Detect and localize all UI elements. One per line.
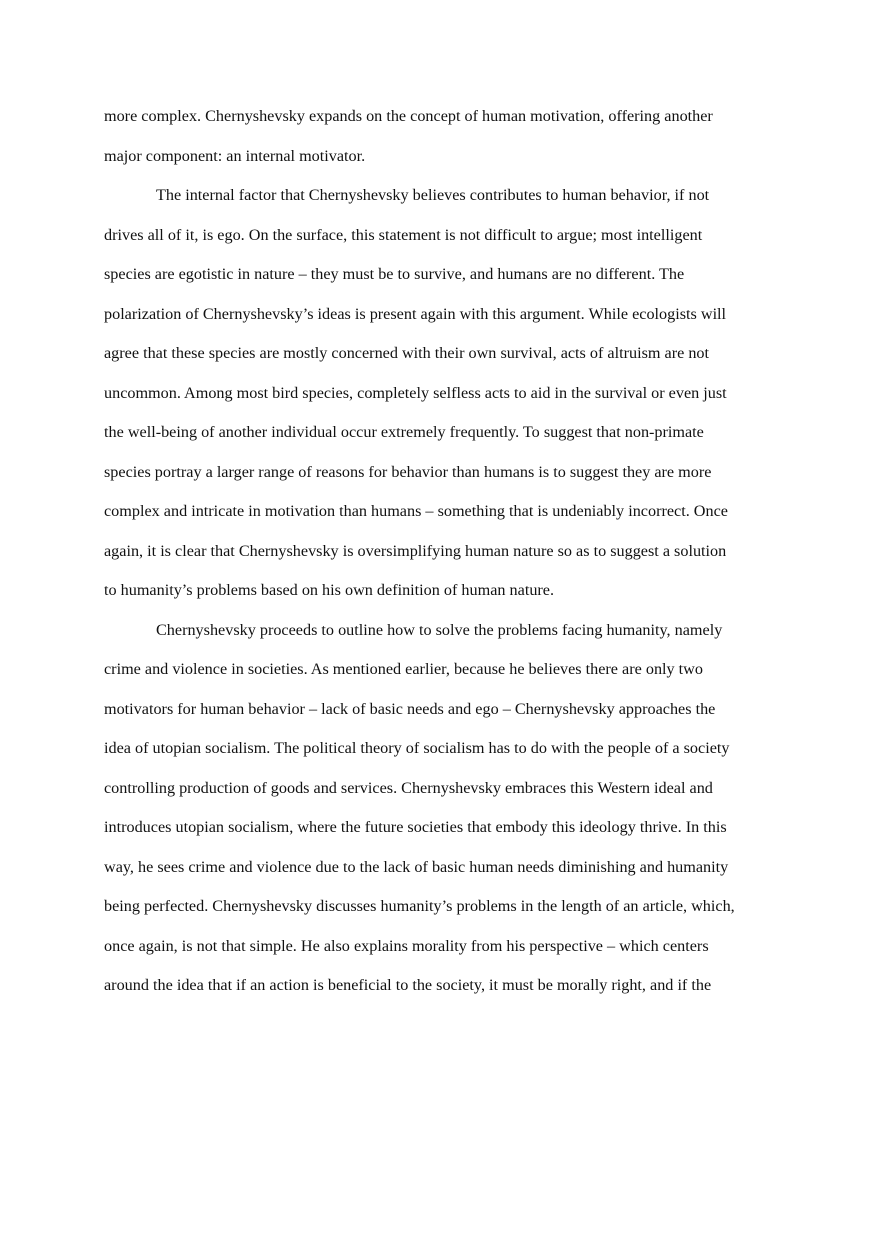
text-line: agree that these species are mostly concerned with their own survival, acts of altruism are not	[104, 344, 710, 362]
paragraph-first-line: The internal factor that Chernyshevsky believes contributes to human behavior, if not	[156, 186, 710, 204]
text-line: around the idea that if an action is beneficial to the society, it must be morally right, and if the	[104, 976, 712, 994]
text-line: controlling production of goods and services. Chernyshevsky embraces this Western ideal and	[104, 778, 713, 797]
text-line: once again, is not that simple. He also explains morality from his perspective – which centers	[104, 936, 709, 955]
text-line: species portray a larger range of reasons for behavior than humans is to suggest they are more	[104, 462, 712, 481]
text-line: major component: an internal motivator.	[104, 146, 366, 165]
paragraph-first-line: Chernyshevsky proceeds to outline how to solve the problems facing humanity, namely	[156, 620, 723, 639]
text-line: motivators for human behavior – lack of basic needs and ego – Chernyshevsky approaches the	[104, 699, 716, 718]
text-line: drives all of it, is ego. On the surface, this statement is not difficult to argue; most intelligent	[104, 225, 703, 244]
text-line: complex and intricate in motivation than humans – something that is undeniably incorrect. Once	[104, 502, 728, 520]
text-line: being perfected. Chernyshevsky discusses humanity’s problems in the length of an article, which,	[104, 897, 735, 915]
text-line: species are egotistic in nature – they must be to survive, and humans are no different. The	[104, 265, 685, 283]
body-text	[104, 102, 784, 1011]
text-line: uncommon. Among most bird species, completely selfless acts to aid in the survival or even just	[104, 383, 727, 402]
text-line: the well-being of another individual occur extremely frequently. To suggest that non-primate	[104, 423, 704, 441]
text-line: polarization of Chernyshevsky’s ideas is present again with this argument. While ecologists will	[104, 304, 727, 323]
text-line: introduces utopian socialism, where the future societies that embody this ideology thrive. In this	[104, 818, 727, 836]
text-line: to humanity’s problems based on his own definition of human nature.	[104, 581, 555, 599]
text-line: more complex. Chernyshevsky expands on the concept of human motivation, offering another	[104, 107, 713, 125]
text-line: idea of utopian socialism. The political theory of socialism has to do with the people of a society	[104, 739, 730, 757]
text-line: crime and violence in societies. As mentioned earlier, because he believes there are only two	[104, 660, 703, 678]
text-line: again, it is clear that Chernyshevsky is oversimplifying human nature so as to suggest a solution	[104, 541, 727, 560]
text-line: way, he sees crime and violence due to the lack of basic human needs diminishing and humanity	[104, 857, 729, 876]
